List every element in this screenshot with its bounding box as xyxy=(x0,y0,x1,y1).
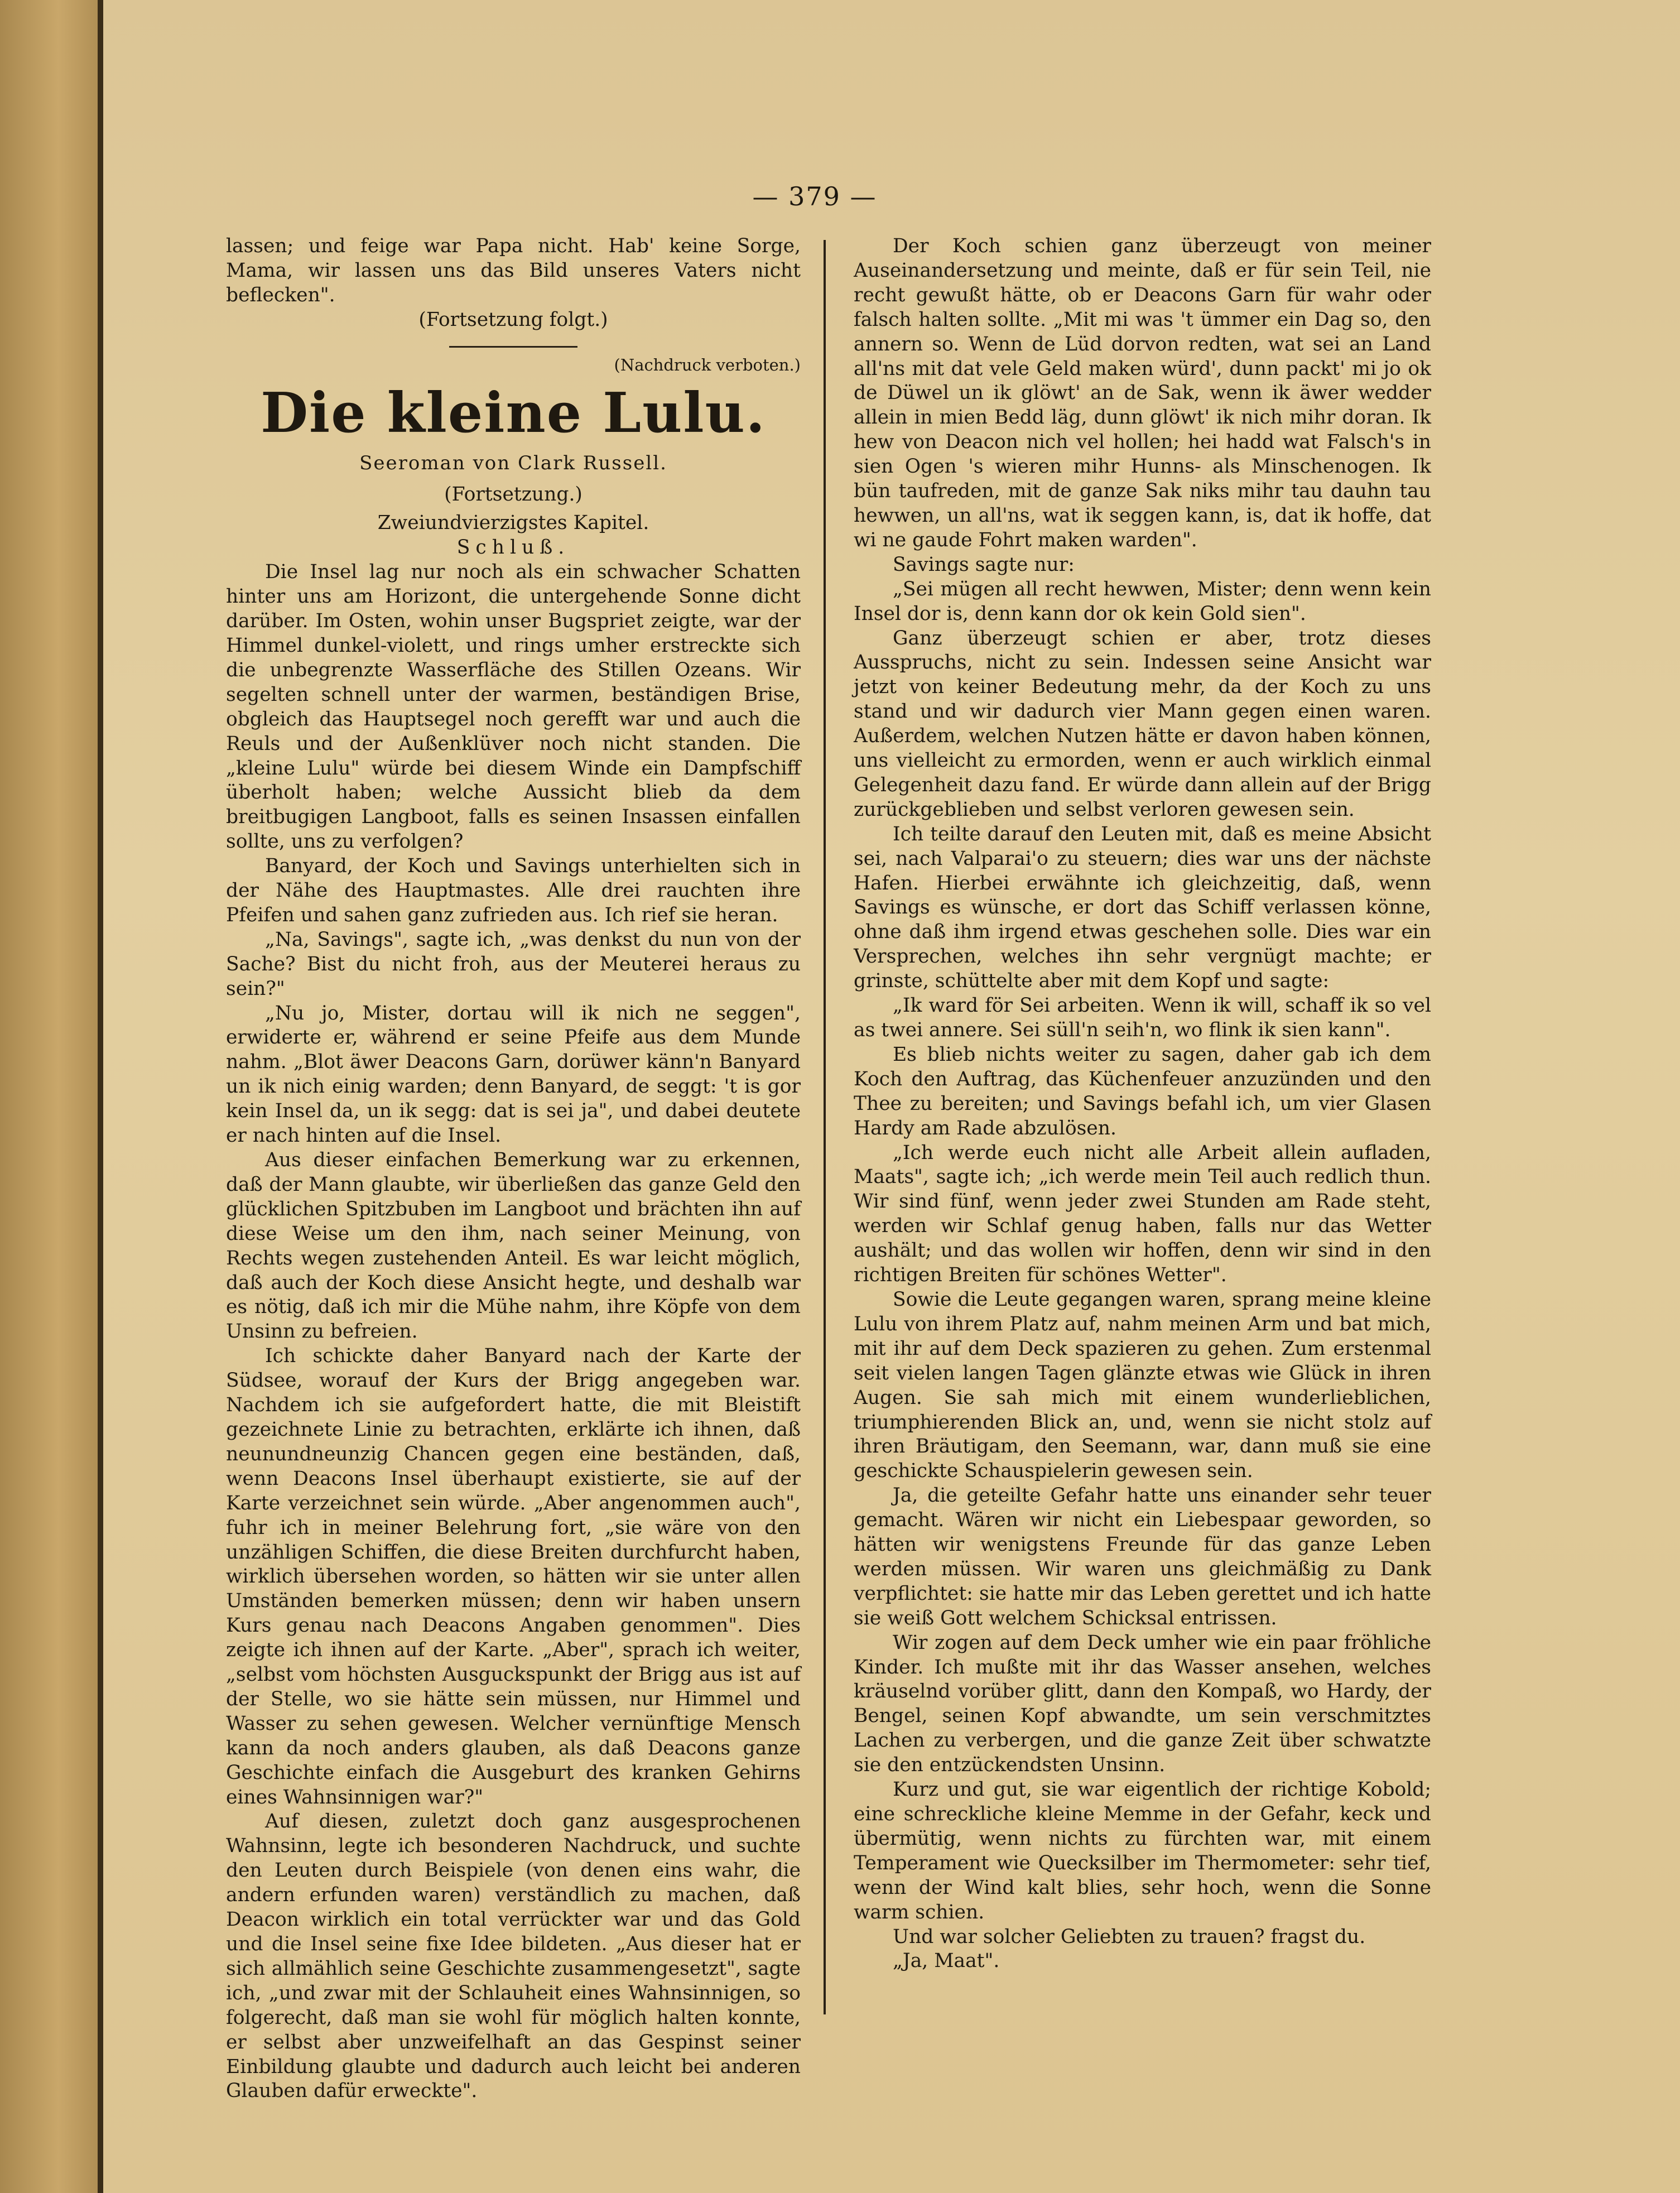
previous-page-edge xyxy=(0,0,98,2193)
intro-paragraph: lassen; und feige war Papa nicht. Hab' keine Sorge, Mama, wir lassen uns das Bild unseres Vaters nicht beflecken". xyxy=(226,235,801,306)
paragraph: Sowie die Leute gegangen waren, sprang meine kleine Lulu von ihrem Platz auf, nahm meinen Arm und bat mich, mit ihr auf dem Deck spazieren zu gehen. Zum erstenmal seit vielen langen Tagen glänzte etwas wie Glück in ihren Augen. Sie sah mich mit einem wunderlieblichen, triumphierenden Blick an, und, wenn sie nicht stolz auf ihren Bräutigam, den Seemann, war, dann muß sie eine geschickte Schauspielerin gewesen sein. xyxy=(854,1288,1431,1483)
paragraph: „Sei mügen all recht hewwen, Mister; denn wenn kein Insel dor is, denn kann dor ok kein Gold sien". xyxy=(854,578,1431,625)
paragraph: Die Insel lag nur noch als ein schwacher Schatten hinter uns am Horizont, die untergehende Sonne dicht darüber. Im Osten, wohin unser Bugspriet zeigte, war der Himmel dunkel-violett, und rings umher erstreckte sich die unbegrenzte Wasserfläche des Stillen Ozeans. Wir segelten schnell unter der warmen, beständigen Brise, obgleich das Hauptsegel noch gerefft war und auch die Reuls und der Außenklüver noch nicht standen. Die „kleine Lulu" würde bei diesem Winde ein Dampfschiff überholt haben; welche Aussicht blieb da dem breitbugigen Langboot, falls es seinen Insassen einfallen sollte, uns zu verfolgen? xyxy=(226,561,801,853)
chapter-heading: Zweiundvierzigstes Kapitel. xyxy=(377,512,649,535)
paragraph: Ich schickte daher Banyard nach der Karte der Südsee, worauf der Kurs der Brigg angegeben war. Nachdem ich sie aufgefordert hatte, die mit Bleistift gezeichnete Linie zu betrachten, erklärte ich ihnen, daß neunundneunzig Chancen gegen eine beständen, daß, wenn Deacons Insel überhaupt existierte, sie auf der Karte verzeichnet sein würde. „Aber angenommen auch", fuhr ich in meiner Belehrung fort, „sie wäre von den unzähligen Schiffen, die diese Breiten durchfurcht haben, wirklich übersehen worden, so hätten wir sie unter allen Umständen bemerken müssen; denn wir haben unsern Kurs genau nach Deacons Angaben genommen". Dies zeigte ich ihnen auf der Karte. „Aber", sprach ich weiter, „selbst vom höchsten Ausguckspunkt der Brigg aus ist auf der Stelle, wo sie hätte sein müssen, nur Himmel und Wasser zu sehen gewesen. Welcher vernünftige Mensch kann da noch anders glauben, als daß Deacons ganze Geschichte einfach die Ausgeburt des kranken Gehirns eines Wahnsinnigen war?" xyxy=(226,1345,801,1809)
left-column xyxy=(226,234,801,2104)
paragraph: „Na, Savings", sagte ich, „was denkst du nun von der Sache? Bist du nicht froh, aus der Meuterei heraus zu sein?" xyxy=(226,928,801,1000)
paragraph: „Ik ward för Sei arbeiten. Wenn ik will, schaff ik so vel as twei annere. Sei süll'n seih'n, wo flink ik sien kann". xyxy=(854,994,1431,1041)
paragraph: Es blieb nichts weiter zu sagen, daher gab ich dem Koch den Auftrag, das Küchenfeuer anzuzünden und den Thee zu bereiten; und Savings befahl ich, um vier Glasen Hardy am Rade abzulösen. xyxy=(854,1043,1431,1139)
paragraph: Ich teilte darauf den Leuten mit, daß es meine Absicht sei, nach Valparai'o zu steuern; dies war uns der nächste Hafen. Hierbei erwähnte ich gleichzeitig, daß, wenn Savings es wünsche, er dort das Schiff verlassen könne, ohne daß ihm irgend etwas geschehen solle. Dies war ein Versprechen, welches ihn sehr vergnügt machte; er grinste, schüttelte aber mit dem Kopf und sagte: xyxy=(854,823,1431,993)
paragraph: Und war solcher Geliebten zu trauen? fragst du. xyxy=(893,1925,1366,1948)
paragraph: „Ja, Maat". xyxy=(893,1950,1000,1973)
continued-note: (Fortsetzung folgt.) xyxy=(418,308,608,331)
chapter-subheading: Schluß. xyxy=(456,536,570,559)
paragraph: Savings sagte nur: xyxy=(893,553,1075,576)
column-rule xyxy=(824,240,826,2014)
separator-rule xyxy=(449,346,577,348)
story-subtitle: Seeroman von Clark Russell. xyxy=(359,451,667,474)
page-number: — 379 — xyxy=(752,181,877,211)
reprint-notice: (Nachdruck verboten.) xyxy=(614,355,801,374)
paragraph: Auf diesen, zuletzt doch ganz ausgesprochenen Wahnsinn, legte ich besonderen Nachdruck, und suchte den Leuten durch Beispiele (von denen eins wahr, die andern erfunden waren) verständlich zu machen, daß Deacon wirklich ein total verrückter war und das Gold und die Insel seine fixe Idee bildeten. „Aus dieser hat er sich allmählich seine Geschichte zusammengesetzt", sagte ich, „und zwar mit der Schlauheit eines Wahnsinnigen, so folgerecht, daß man sie wohl für möglich halten konnte, er selbst aber unzweifelhaft an das Gespinst seiner Einbildung glaubte und dadurch auch leicht bei anderen Glauben dafür erweckte". xyxy=(226,1810,801,2103)
paragraph: Der Koch schien ganz überzeugt von meiner Auseinandersetzung und meinte, daß er für sein Teil, nie recht gewußt hätte, ob er Deacons Garn für wahr oder falsch halten sollte. „Mit mi was 't ümmer ein Dag so, den annern so. Wenn de Lüd dorvon redten, wat sei an Land all'ns mit dat vele Geld maken würd', dunn packt' mi jo ok de Düwel un ik glöwt' an de Sak, wenn ik äwer wedder allein in mien Bedd läg, dunn glöwt' ik nich mihr doran. Ik hew von Deacon nich vel hollen; hei hadd wat Falsch's in sien Ogen 's wieren mihr Hunns- als Minschenogen. Ik bün taufreden, mit de ganze Sak niks mihr tau dauhn tau hewwen, un all'ns, wat ik seggen kann, is, dat ik hoffe, dat wi ne gaude Fohrt maken warden". xyxy=(854,235,1431,551)
paragraph: „Nu jo, Mister, dortau will ik nich ne seggen", erwiderte er, während er seine Pfeife aus dem Munde nahm. „Blot äwer Deacons Garn, dorüwer känn'n Banyard un ik nich einig warden; denn Banyard, de seggt: 't is gor kein Insel da, un ik segg: dat is sei ja", und dabei deutete er nach hinten auf die Insel. xyxy=(226,1002,801,1147)
right-column xyxy=(854,234,1431,1974)
story-title: Die kleine Lulu. xyxy=(261,381,766,445)
paragraph: Kurz und gut, sie war eigentlich der richtige Kobold; eine schreckliche kleine Memme in der Gefahr, keck und übermütig, wenn nichts zu fürchten war, mit einem Temperament wie Quecksilber im Thermometer: sehr tief, wenn der Wind kalt blies, sehr hoch, wenn die Sonne warm schien. xyxy=(854,1778,1431,1923)
paragraph: Ganz überzeugt schien er aber, trotz dieses Ausspruchs, nicht zu sein. Indessen seine Ansicht war jetzt von keiner Bedeutung mehr, da der Koch zu uns stand und wir dadurch vier Mann gegen einen waren. Außerdem, welchen Nutzen hätte er davon haben können, uns vielleicht zu ermorden, wenn er auch wirklich einmal Gelegenheit dazu fand. Er würde dann allein auf der Brigg zurückgeblieben und selbst verloren gewesen sein. xyxy=(854,627,1431,821)
continuation-label: (Fortsetzung.) xyxy=(444,483,583,506)
paragraph: Banyard, der Koch und Savings unterhielten sich in der Nähe des Hauptmastes. Alle drei rauchten ihre Pfeifen und sahen ganz zufrieden aus. Ich rief sie heran. xyxy=(226,855,801,926)
paragraph: „Ich werde euch nicht alle Arbeit allein aufladen, Maats", sagte ich; „ich werde mein Teil auch redlich thun. Wir sind fünf, wenn jeder zwei Stunden am Rade steht, werden wir Schlaf genug haben, falls nur das Wetter aushält; und das wollen wir hoffen, denn wir sind in den richtigen Breiten für schönes Wetter". xyxy=(854,1141,1431,1287)
paragraph: Aus dieser einfachen Bemerkung war zu erkennen, daß der Mann glaubte, wir überließen das ganze Geld den glücklichen Spitzbuben im Langboot und brächten ihn auf diese Weise um den ihm, nach seiner Meinung, von Rechts wegen zustehenden Anteil. Es war leicht möglich, daß auch der Koch diese Ansicht hegte, und deshalb war es nötig, daß ich mir die Mühe nahm, ihre Köpfe von dem Unsinn zu befreien. xyxy=(226,1149,801,1343)
paragraph: Ja, die geteilte Gefahr hatte uns einander sehr teuer gemacht. Wären wir nicht ein Liebespaar geworden, so hätten wir wenigstens Freunde für das ganze Leben werden müssen. Wir waren uns gleichmäßig zu Dank verpflichtet: sie hatte mir das Leben gerettet und ich hatte sie weiß Gott welchem Schicksal entrissen. xyxy=(854,1484,1431,1629)
paragraph: Wir zogen auf dem Deck umher wie ein paar fröhliche Kinder. Ich mußte mit ihr das Wasser ansehen, welches kräuselnd vorüber glitt, dann den Kompaß, wo Hardy, der Bengel, seinen Kopf abwandte, um sein verschmitztes Lachen zu verbergen, und die ganze Zeit über schwatzte sie den entzückendsten Unsinn. xyxy=(854,1631,1431,1777)
